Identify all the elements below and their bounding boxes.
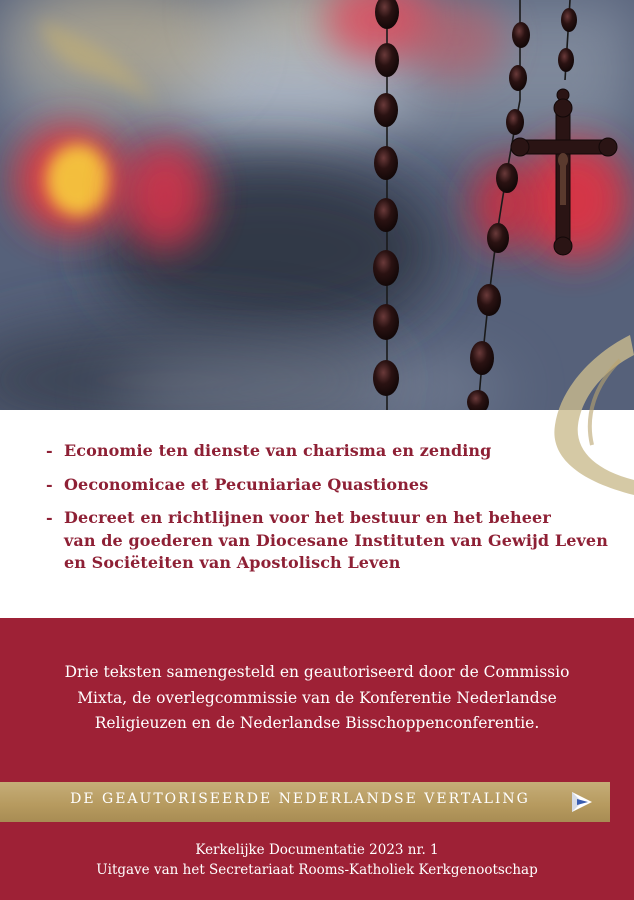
description-line: Drie teksten samengesteld en geautoriseerd door de Commissio [64, 663, 570, 681]
list-dash: - [46, 474, 53, 494]
list-item [46, 507, 616, 575]
rosary-photo [0, 0, 634, 410]
document-list [46, 440, 616, 586]
list-item-text: en Sociëteiten van Apostolisch Leven [64, 553, 401, 572]
list-item [46, 440, 616, 463]
publication-info [0, 840, 634, 880]
list-dash: - [46, 441, 53, 460]
publisher-logo-icon [568, 788, 596, 816]
publisher-info: Uitgave van het Secretariaat Rooms-Katholiek Kerkgenootschap [96, 862, 538, 878]
description-text [30, 660, 604, 737]
list-item [46, 474, 616, 497]
series-info: Kerkelijke Documentatie 2023 nr. 1 [195, 842, 439, 858]
list-item-text: Oeconomicae et Pecuniariae Quastiones [64, 474, 429, 494]
description-line: Religieuzen en de Nederlandse Bisschoppenconferentie. [94, 714, 540, 732]
list-dash: - [46, 508, 53, 527]
list-item-text: Economie ten dienste van charisma en zending [64, 441, 492, 460]
translation-banner-label: DE GEAUTORISEERDE NEDERLANDSE VERTALING [70, 791, 530, 807]
description-line: Mixta, de overlegcommissie van de Konferentie Nederlandse [77, 688, 557, 707]
cover-photo [0, 0, 634, 410]
list-item-text: van de goederen van Diocesane Instituten van Gewijd Leven [64, 530, 608, 550]
list-item-text: Decreet en richtlijnen voor het bestuur en het beheer [64, 508, 551, 527]
